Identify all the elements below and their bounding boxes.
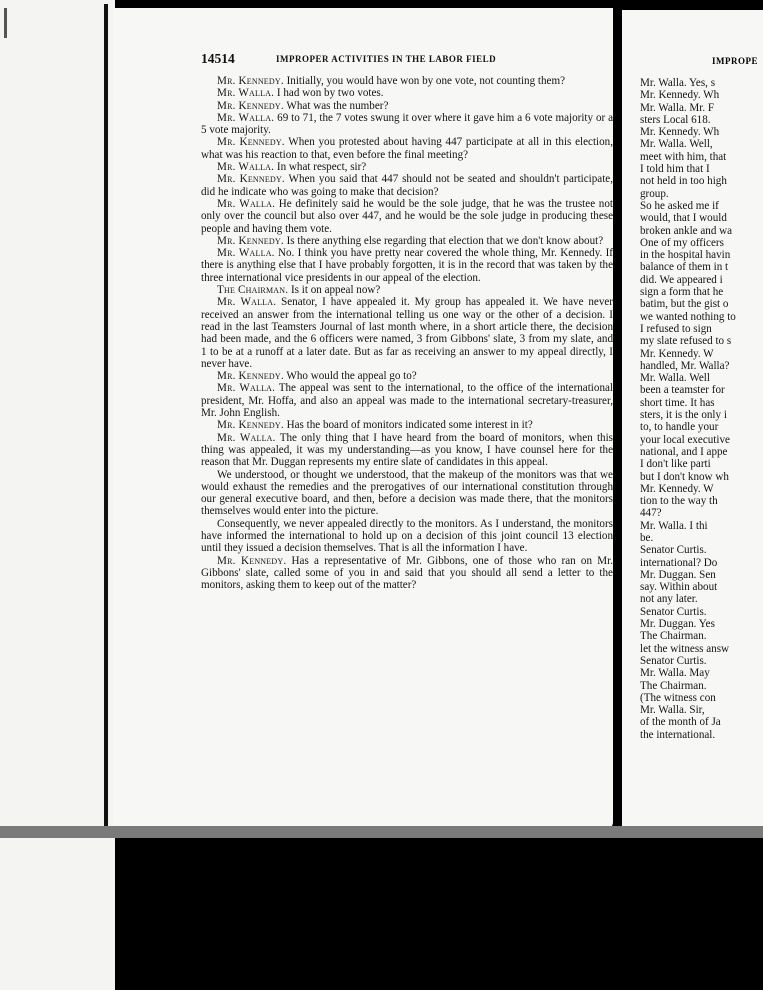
text-line: national, and I appe (640, 445, 728, 458)
text-line: sters, it is the only i (640, 409, 727, 422)
text-line: of the month of Ja (640, 716, 721, 729)
text-line: Senator Curtis. (640, 654, 707, 667)
scan-bottom-edge (0, 826, 763, 838)
text-line: not any later. (640, 593, 698, 606)
text-line: did. We appeared i (640, 273, 723, 286)
paragraph (201, 382, 613, 419)
text-line: but I don't know wh (640, 470, 729, 483)
text-line: not held in too high (640, 175, 727, 188)
text-line: in the hospital havin (640, 249, 731, 262)
speech-text: When you said that 447 should not be seated and shouldn't participate, did he indicate who was going to make that decision? (201, 173, 613, 198)
text-line: sign a form that he (640, 286, 724, 299)
text-line: meet with him, that (640, 150, 727, 163)
speaker-name: Mr. Kennedy. (217, 173, 285, 186)
speaker-name: The Chairman. (217, 284, 289, 297)
text-line: So he asked me if (640, 199, 719, 212)
page-number: 14514 (201, 51, 235, 66)
speech-text: Initially, you would have won by one vote, not counting them? (283, 75, 566, 87)
speech-text: Consequently, we never appealed directly to the monitors. As I understand, the monitors have informed the international to hold up on a decision of this joint council 13 election until they issued a decision themselves. That is all the information I have. (201, 517, 613, 555)
text-line: Mr. Kennedy. Wh (640, 126, 720, 139)
paragraph (201, 284, 613, 296)
paragraph (201, 112, 613, 137)
speaker-name: Mr. Kennedy. (217, 419, 284, 432)
paragraph (201, 75, 613, 87)
text-line: Mr. Walla. Well (640, 372, 710, 385)
speech-text: The only thing that I have heard from the board of monitors, when this thing was appealed, it was my understanding—as you know, I have counsel here for the reason that Mr. Duggan represents my entire slate of candidates in this appeal. (201, 431, 613, 469)
speaker-name: Mr. Kennedy. (217, 99, 284, 112)
speech-text: Is there anything else regarding that election that we don't know about? (283, 234, 604, 247)
speech-text: The appeal was sent to the international, to the office of the international president, Mr. Hoffa, and also an appeal was made to the international secretary-treasurer, Mr. John English. (201, 382, 613, 420)
paragraph (201, 198, 613, 235)
paragraph (201, 419, 613, 431)
text-line: let the witness answ (640, 642, 730, 655)
text-line: I told him that I (640, 163, 710, 176)
text-line: Mr. Kennedy. W (640, 482, 714, 495)
text-line: handled, Mr. Walla? (640, 359, 730, 372)
text-line: I don't like parti (640, 458, 711, 471)
text-line: broken ankle and wa (640, 224, 733, 237)
text-line: group. (640, 187, 669, 200)
paragraph (201, 370, 613, 382)
text-line: sters Local 618. (640, 113, 711, 126)
text-line: One of my officers (640, 236, 724, 249)
paragraph (201, 469, 613, 518)
speech-text: Has a representative of Mr. Gibbons, one of those who ran on Mr. Gibbons' slate, called some of you in and said that you should all send a letter to the monitors, asking them to keep out of the matter? (201, 554, 613, 592)
text-line: be. (640, 531, 654, 544)
text-line: Mr. Duggan. Sen (640, 568, 716, 581)
text-line: Senator Curtis. (640, 605, 707, 618)
speaker-name: Mr. Kennedy. (217, 554, 287, 567)
paragraph (201, 161, 613, 173)
text-line: balance of them in t (640, 261, 729, 274)
text-line: short time. It has (640, 396, 715, 409)
text-line: my slate refused to s (640, 335, 732, 348)
right-testimony-text (640, 77, 763, 741)
left-page (113, 8, 613, 830)
speaker-name: Mr. Kennedy. (217, 75, 284, 87)
text-line: Mr. Duggan. Yes (640, 618, 715, 631)
speaker-name: Mr. Walla. (217, 247, 275, 260)
speaker-name: Mr. Walla. (217, 382, 276, 395)
text-line: 447? (640, 507, 662, 520)
paragraph (201, 432, 613, 469)
speaker-name: Mr. Kennedy. (217, 370, 284, 383)
paragraph (201, 247, 613, 284)
paragraph (201, 296, 613, 370)
speaker-name: Mr. Walla. (217, 161, 275, 174)
speech-text: What was the number? (283, 99, 389, 112)
speech-text: No. I think you have pretty near covered the whole thing, Mr. Kennedy. If there is anything else that I have probably forgotten, it is in the record that was taken by the three international vice presidents in our appeal of the election. (201, 247, 613, 284)
scan-mark (4, 8, 7, 38)
text-line: (The witness con (640, 691, 716, 704)
speech-text: Who would the appeal go to? (283, 370, 417, 383)
text-line: The Chairman. (640, 679, 707, 692)
text-line: say. Within about (640, 581, 718, 594)
paragraph (201, 87, 613, 99)
speech-text: Is it on appeal now? (288, 284, 381, 297)
paragraph (201, 136, 613, 161)
speech-text: Has the board of monitors indicated some interest in it? (283, 419, 533, 432)
running-title: IMPROPER ACTIVITIES IN THE LABOR FIELD (276, 54, 497, 64)
speech-text: I had won by two votes. (274, 87, 384, 100)
text-line: Mr. Walla. Mr. F (640, 101, 715, 114)
text-line: Senator Curtis. (640, 544, 707, 557)
text-line: batim, but the gist o (640, 298, 729, 311)
paragraph (201, 100, 613, 112)
paragraph (201, 235, 613, 247)
speaker-name: Mr. Walla. (217, 87, 275, 100)
speaker-name: Mr. Kennedy. (217, 234, 284, 247)
speech-text: 69 to 71, the 7 votes swung it over where it gave him a 6 vote majority or a 5 vote majority. (201, 111, 613, 137)
text-line: Mr. Walla. Yes, s (640, 77, 716, 89)
text-line: international? Do (640, 556, 718, 569)
speech-text: When you protested about having 447 participate at all in this election, what was his reaction to that, even before the final meeting? (201, 136, 613, 161)
right-page (622, 10, 763, 830)
speaker-name: Mr. Walla. (217, 111, 275, 124)
previous-page-margin (0, 0, 115, 990)
paragraph (201, 173, 613, 198)
speaker-name: Mr. Kennedy. (217, 136, 285, 149)
text-line: the international. (640, 728, 716, 741)
paragraph (201, 518, 613, 555)
testimony-text (201, 75, 613, 591)
text-line: Mr. Kennedy. Wh (640, 89, 720, 102)
speaker-name: Mr. Walla. (217, 431, 276, 444)
text-line: would, that I would (640, 212, 727, 225)
text-line: Mr. Walla. Sir, (640, 704, 705, 717)
text-line: The Chairman. (640, 630, 707, 643)
right-running-title: IMPROPE (712, 56, 758, 66)
text-line: Mr. Kennedy. W (640, 347, 714, 360)
text-line: Mr. Walla. Well, (640, 138, 713, 151)
text-line: been a teamster for (640, 384, 725, 397)
text-line: Mr. Walla. I thi (640, 519, 708, 532)
speech-text: In what respect, sir? (274, 161, 367, 174)
text-line: I refused to sign (640, 322, 712, 335)
text-line: Mr. Walla. May (640, 667, 710, 680)
text-line: tion to the way th (640, 495, 718, 508)
speech-text: He definitely said he would be the sole judge, that he was the trustee not only over the council but also over 447, and he would be the sole judge in producing these people and having them vote. (201, 197, 613, 235)
text-line: we wanted nothing to (640, 310, 736, 323)
paragraph (201, 555, 613, 592)
book-spine-shadow (104, 4, 108, 830)
text-line: to, to handle your (640, 421, 719, 434)
text-line: your local executive (640, 433, 730, 446)
speech-text: We understood, or thought we understood, that the makeup of the monitors was that we would exhaust the remedies and the prerogatives of our international constitution through our general executive board, and then, before a decision was made there, that the monitors themselves would enter into the picture. (201, 468, 613, 518)
speaker-name: Mr. Walla. (217, 197, 276, 210)
speaker-name: Mr. Walla. (217, 296, 277, 309)
speech-text: Senator, I have appealed it. My group has appealed it. We have never received an answer from the international telling us one way or the other of a decision. I read in the last Teamsters Journal of last month where, in a short article there, the decision had been made, and the 6 officers were named, 3 from Gibbons' slate, 3 from my slate, and 1 to be at a runoff at a later date. But as far as receiving an answer to my appeal directly, I never have. (201, 296, 613, 370)
